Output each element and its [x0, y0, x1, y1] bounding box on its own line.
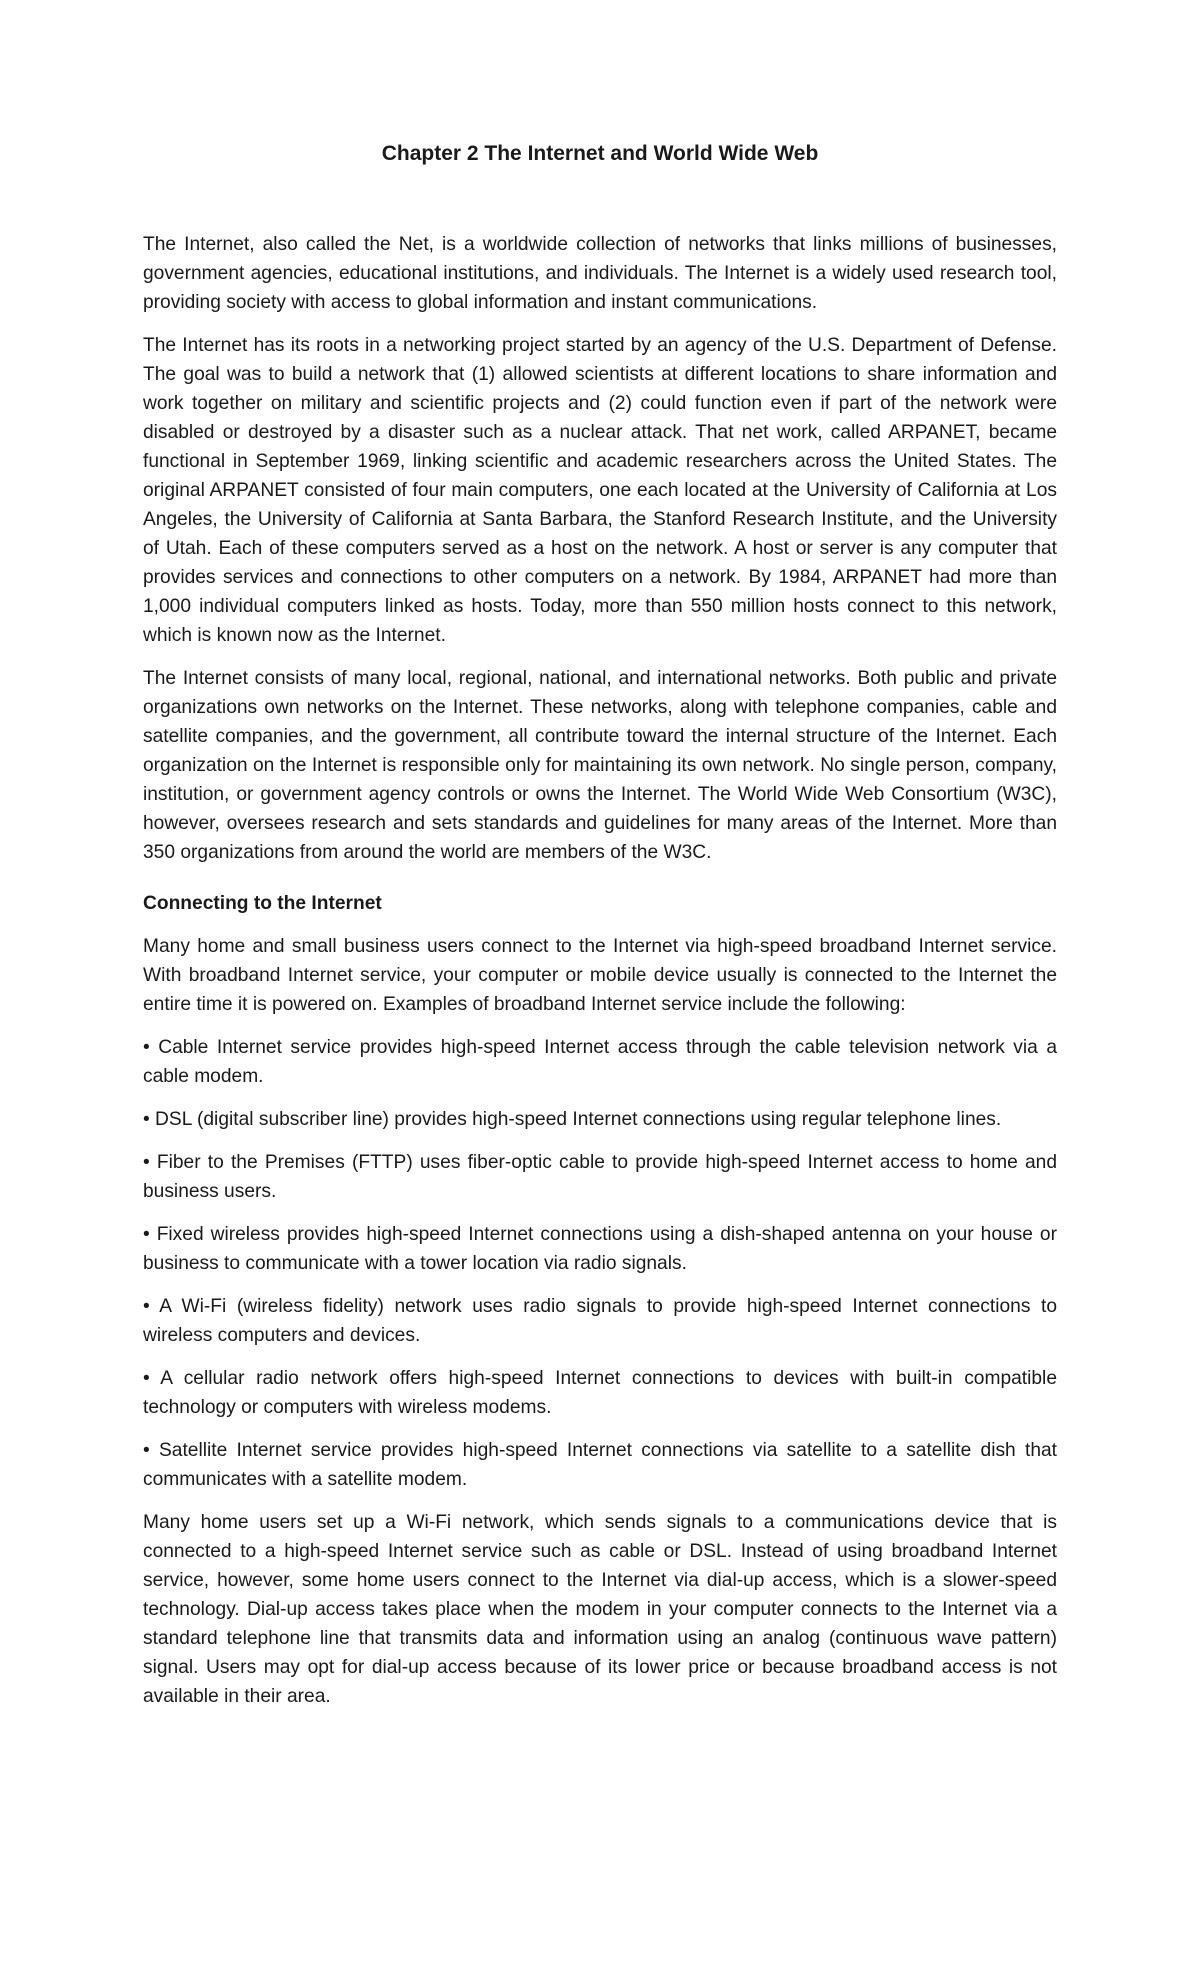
broadband-service-list: [143, 1033, 1057, 1494]
list-item: • Satellite Internet service provides high-speed Internet connections via satellite to a satellite dish that communicates with a satellite modem.: [143, 1440, 1057, 1490]
list-item: • Fixed wireless provides high-speed Internet connections using a dish-shaped antenna on your house or business to communicate with a tower location via radio signals.: [143, 1224, 1057, 1274]
intro-paragraph-2: The Internet has its roots in a networking project started by an agency of the U.S. Department of Defense. The goal was to build a network that (1) allowed scientists at different locations to share information and work together on military and scientific projects and (2) could function even if part of the network were disabled or destroyed by a disaster such as a nuclear attack. That net work, called ARPANET, became functional in September 1969, linking scientific and academic researchers across the United States. The original ARPANET consisted of four main computers, one each located at the University of California at Los Angeles, the University of California at Santa Barbara, the Stanford Research Institute, and the University of Utah. Each of these computers served as a host on the network. A host or server is any computer that provides services and connections to other computers on a network. By 1984, ARPANET had more than 1,000 individual computers linked as hosts. Today, more than 550 million hosts connect to this network, which is known now as the Internet.: [143, 335, 1057, 646]
list-item: • DSL (digital subscriber line) provides high-speed Internet connections using regular telephone lines.: [143, 1109, 1002, 1130]
list-item: • A Wi-Fi (wireless fidelity) network uses radio signals to provide high-speed Internet connections to wireless computers and devices.: [143, 1296, 1057, 1346]
section-intro-paragraph: Many home and small business users connect to the Internet via high-speed broadband Internet service. With broadband Internet service, your computer or mobile device usually is connected to the Internet the entire time it is powered on. Examples of broadband Internet service include the following:: [143, 936, 1057, 1015]
closing-paragraph: Many home users set up a Wi-Fi network, which sends signals to a communications device that is connected to a high-speed Internet service such as cable or DSL. Instead of using broadband Internet service, however, some home users connect to the Internet via dial-up access, which is a slower-speed technology. Dial-up access takes place when the modem in your computer connects to the Internet via a standard telephone line that transmits data and information using an analog (continuous wave pattern) signal. Users may opt for dial-up access because of its lower price or because broadband access is not available in their area.: [143, 1512, 1057, 1707]
intro-paragraph-3: The Internet consists of many local, regional, national, and international networks. Both public and private organizations own networks on the Internet. These networks, along with telephone companies, cable and satellite companies, and the government, all contribute toward the internal structure of the Internet. Each organization on the Internet is responsible only for maintaining its own network. No single person, company, institution, or government agency controls or owns the Internet. The World Wide Web Consortium (W3C), however, oversees research and sets standards and guidelines for many areas of the Internet. More than 350 organizations from around the world are members of the W3C.: [143, 668, 1057, 863]
list-item: • A cellular radio network offers high-speed Internet connections to devices with built-in compatible technology or computers with wireless modems.: [143, 1368, 1057, 1418]
intro-paragraph-1: The Internet, also called the Net, is a worldwide collection of networks that links millions of businesses, government agencies, educational institutions, and individuals. The Internet is a widely used research tool, providing society with access to global information and instant communications.: [143, 234, 1057, 313]
list-item: • Fiber to the Premises (FTTP) uses fiber-optic cable to provide high-speed Internet access to home and business users.: [143, 1152, 1057, 1202]
document-title: Chapter 2 The Internet and World Wide Web: [381, 142, 819, 165]
section-heading: Connecting to the Internet: [143, 893, 382, 914]
list-item: • Cable Internet service provides high-speed Internet access through the cable television network via a cable modem.: [143, 1037, 1057, 1087]
